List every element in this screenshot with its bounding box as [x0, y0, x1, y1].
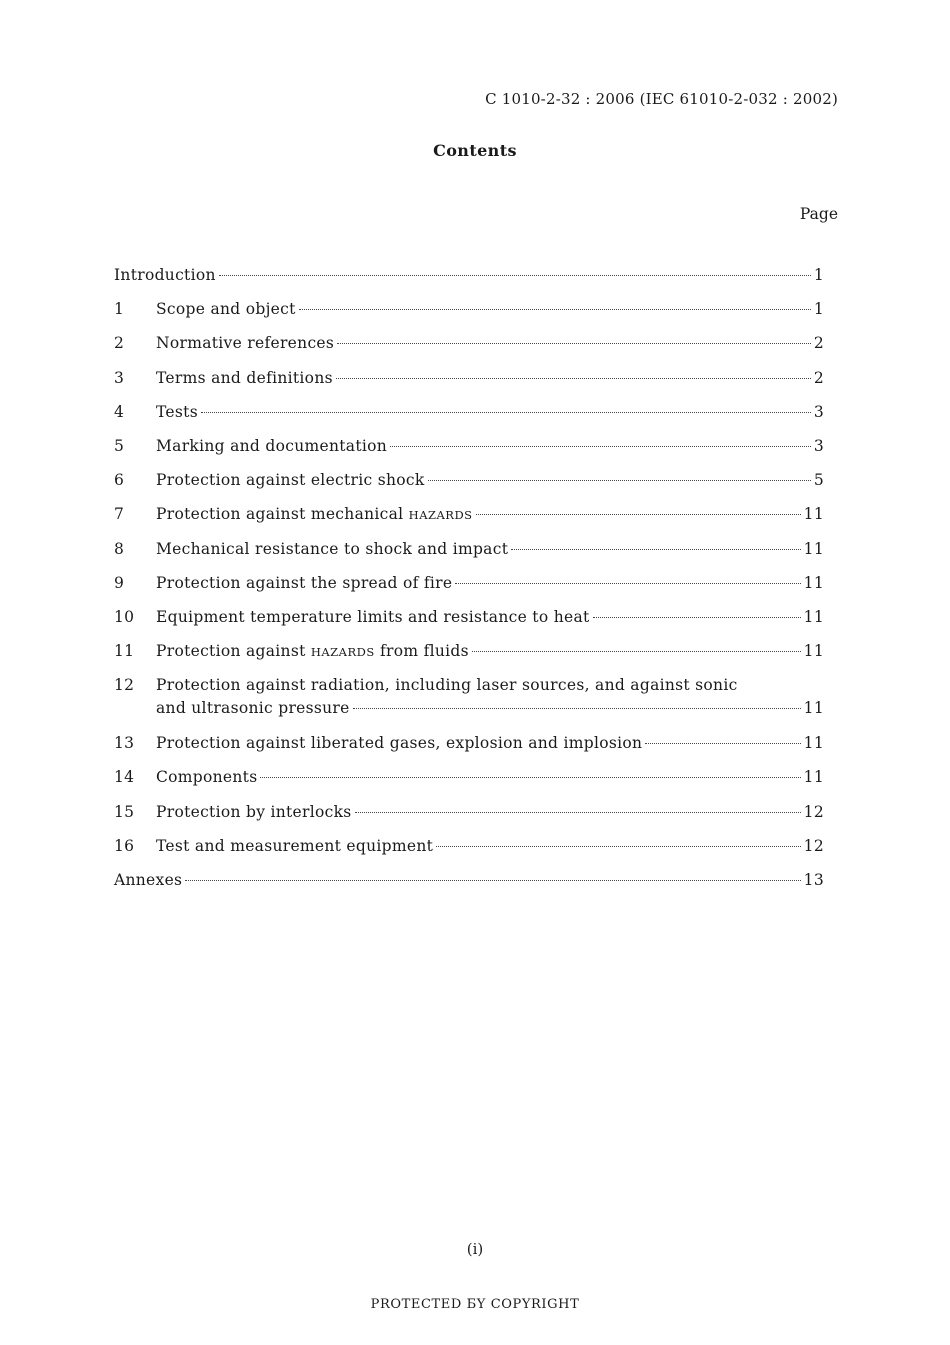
toc-entry-page: 11: [803, 573, 824, 592]
toc-entry-title-line1: Protection against radiation, including laser sources, and against sonic: [156, 676, 738, 695]
toc-entry-title: Protection against electric shock: [156, 471, 425, 490]
page-number: (i): [466, 1240, 484, 1258]
toc-entry-page: 11: [803, 734, 824, 753]
toc-entry-9[interactable]: [114, 574, 824, 608]
copyright-notice: PROTECTED БY COPYRIGHT: [370, 1297, 580, 1312]
toc-entry-number: 12: [114, 676, 135, 695]
dot-leader: [355, 812, 801, 813]
dot-leader: [390, 446, 811, 447]
title-text: Protection against: [156, 642, 306, 661]
title-text: from fluids: [379, 642, 469, 661]
toc-entry-13[interactable]: [114, 734, 824, 768]
toc-entry-title: Protection against liberated gases, explosion and implosion: [156, 734, 643, 753]
toc-entry-number: 5: [114, 436, 125, 455]
toc-entry-page: 11: [803, 699, 824, 718]
dot-leader: [185, 880, 800, 881]
toc-entry-page: 11: [803, 505, 824, 524]
toc-entry-12[interactable]: [114, 676, 824, 734]
toc-entry-11[interactable]: [114, 642, 824, 676]
toc-entry-number: 7: [114, 505, 125, 524]
dot-leader: [436, 846, 801, 847]
toc-entry-title: [156, 505, 473, 523]
document-reference: C 1010-2-32 : 2006 (IEC 61010-2-032 : 2002): [485, 90, 838, 108]
toc-entry-page: 12: [803, 836, 824, 855]
dot-leader: [476, 514, 801, 515]
toc-entry-page: 11: [803, 607, 824, 626]
dot-leader: [428, 480, 811, 481]
dot-leader: [201, 412, 811, 413]
toc-entry-title: Protection against the spread of fire: [156, 573, 453, 592]
toc-entry-6[interactable]: [114, 471, 824, 505]
toc-entry-page: 2: [813, 334, 824, 353]
toc-entry-title: Terms and definitions: [156, 368, 333, 387]
toc-entry-number: 4: [114, 402, 125, 421]
dot-leader: [645, 743, 800, 744]
toc-entry-4[interactable]: [114, 403, 824, 437]
toc-entry-page: 11: [803, 539, 824, 558]
toc-entry-number: 2: [114, 334, 125, 353]
toc-entry-15[interactable]: [114, 803, 824, 837]
small-caps-term: HAZARDS: [310, 645, 375, 660]
table-of-contents: [114, 266, 824, 905]
toc-entry-number: 6: [114, 471, 125, 490]
toc-entry-8[interactable]: [114, 540, 824, 574]
toc-entry-title: Components: [156, 768, 258, 787]
toc-entry-7[interactable]: [114, 505, 824, 539]
dot-leader: [455, 583, 800, 584]
dot-leader: [219, 275, 811, 276]
dot-leader: [299, 309, 811, 310]
toc-entry-number: 11: [114, 642, 135, 661]
toc-entry-title-line2: and ultrasonic pressure: [156, 699, 350, 718]
toc-entry-number: 15: [114, 802, 135, 821]
toc-entry-number: 9: [114, 573, 125, 592]
toc-entry-page: 13: [803, 871, 824, 889]
toc-entry-page: 5: [813, 471, 824, 490]
toc-entry-page: 3: [813, 436, 824, 455]
title-text: Protection against mechanical: [156, 505, 404, 524]
toc-entry-page: 11: [803, 768, 824, 787]
toc-entry-number: 1: [114, 300, 125, 319]
toc-entry-title: Normative references: [156, 334, 335, 353]
toc-entry-title: Marking and documentation: [156, 436, 388, 455]
toc-entry-number: 3: [114, 368, 125, 387]
toc-entry-3[interactable]: [114, 369, 824, 403]
toc-entry-14[interactable]: [114, 768, 824, 802]
page-column-label: Page: [799, 205, 838, 223]
toc-entry-number: 16: [114, 836, 135, 855]
dot-leader: [337, 343, 811, 344]
toc-entry-number: 8: [114, 539, 125, 558]
toc-entry-16[interactable]: [114, 837, 824, 871]
small-caps-term: HAZARDS: [408, 508, 473, 523]
toc-entry-introduction[interactable]: [114, 266, 824, 300]
dot-leader: [511, 549, 800, 550]
toc-entry-title: Scope and object: [156, 300, 296, 319]
toc-entry-title: Protection by interlocks: [156, 802, 352, 821]
toc-entry-annexes[interactable]: [114, 871, 824, 905]
toc-entry-title: Test and measurement equipment: [156, 836, 434, 855]
toc-entry-number: 14: [114, 768, 135, 787]
toc-entry-page: 1: [813, 266, 824, 284]
dot-leader: [593, 617, 801, 618]
toc-entry-title: Tests: [156, 402, 198, 421]
toc-entry-title: Equipment temperature limits and resistance to heat: [156, 607, 590, 626]
toc-entry-5[interactable]: [114, 437, 824, 471]
dot-leader: [260, 777, 800, 778]
toc-entry-title: Annexes: [114, 871, 183, 889]
toc-entry-page: 12: [803, 802, 824, 821]
page-title: Contents: [433, 141, 517, 160]
toc-entry-1[interactable]: [114, 300, 824, 334]
toc-entry-number: 13: [114, 734, 135, 753]
toc-entry-title: Mechanical resistance to shock and impact: [156, 539, 509, 558]
dot-leader: [472, 651, 801, 652]
toc-entry-page: 11: [803, 642, 824, 661]
toc-entry-title: [156, 642, 469, 660]
toc-entry-number: 10: [114, 607, 135, 626]
toc-entry-2[interactable]: [114, 334, 824, 368]
toc-entry-title: Introduction: [114, 266, 216, 284]
dot-leader: [336, 378, 811, 379]
toc-entry-page: 3: [813, 402, 824, 421]
toc-entry-page: 1: [813, 300, 824, 319]
toc-entry-page: 2: [813, 368, 824, 387]
toc-entry-10[interactable]: [114, 608, 824, 642]
dot-leader: [353, 708, 801, 709]
